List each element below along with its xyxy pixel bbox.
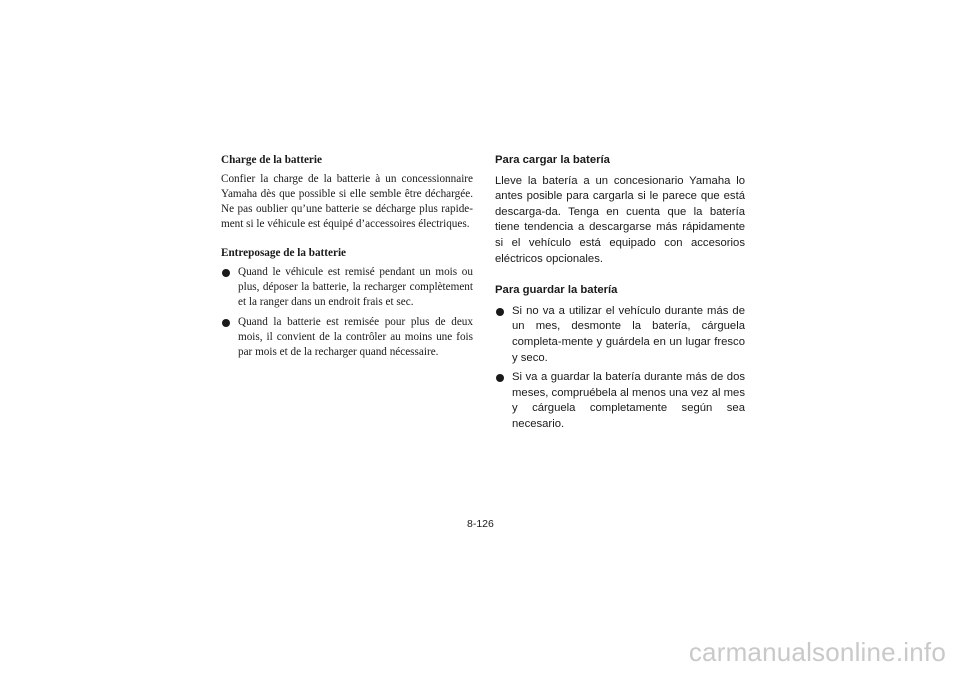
list-item (221, 315, 473, 360)
bullet-icon (222, 269, 230, 277)
spanish-storage-list (495, 304, 745, 433)
list-item (495, 370, 745, 432)
list-item-text: Quand la batterie est remisée pour plus de deux mois, il convient de la contrôler au moins une fois par mois et de la recharger quand nécessaire. (238, 316, 473, 358)
list-item-text: Si va a guardar la batería durante más de dos meses, compruébela al menos una vez al mes y cárguela completamente según sea necesario. (512, 371, 745, 430)
spanish-storage-heading: Para guardar la batería (495, 284, 618, 297)
french-storage-heading: Entreposage de la batterie (221, 247, 347, 259)
bullet-icon (222, 319, 230, 327)
watermark: carmanualsonline.info (688, 637, 946, 667)
spanish-charging-body: Lleve la batería a un concesionario Yamaha lo antes posible para cargarla si le parece que está descarga-da. Tenga en cuenta que la batería tiene tendencia a descargarse más rápidamente si el vehículo está equipado con accesorios eléctricos opcionales. (495, 174, 745, 265)
section-spacer (495, 267, 745, 283)
french-charging-heading: Charge de la batterie (221, 154, 322, 166)
bullet-icon (496, 374, 504, 382)
french-column (221, 153, 473, 365)
list-item-text: Quand le véhicule est remisé pendant un mois ou plus, déposer la batterie, la recharger complètement et la ranger dans un endroit frais et sec. (238, 266, 473, 308)
list-item (495, 304, 745, 366)
bullet-icon (496, 308, 504, 316)
list-item (221, 265, 473, 310)
spanish-column (495, 153, 745, 437)
section-spacer (221, 232, 473, 246)
french-storage-list (221, 265, 473, 360)
list-item-text: Si no va a utilizar el vehículo durante más de un mes, desmonte la batería, cárguela completa-mente y guárdela en un lugar fresco y seco. (512, 304, 745, 364)
spanish-charging-heading: Para cargar la batería (495, 154, 610, 166)
french-charging-body: Confier la charge de la batterie à un concessionnaire Yamaha dès que possible si elle semble être déchargée. Ne pas oublier qu’une batterie se décharge plus rapide-ment si le véhicule est équipé d’accessoires électriques. (221, 173, 473, 230)
page-number: 8-126 (467, 518, 494, 530)
